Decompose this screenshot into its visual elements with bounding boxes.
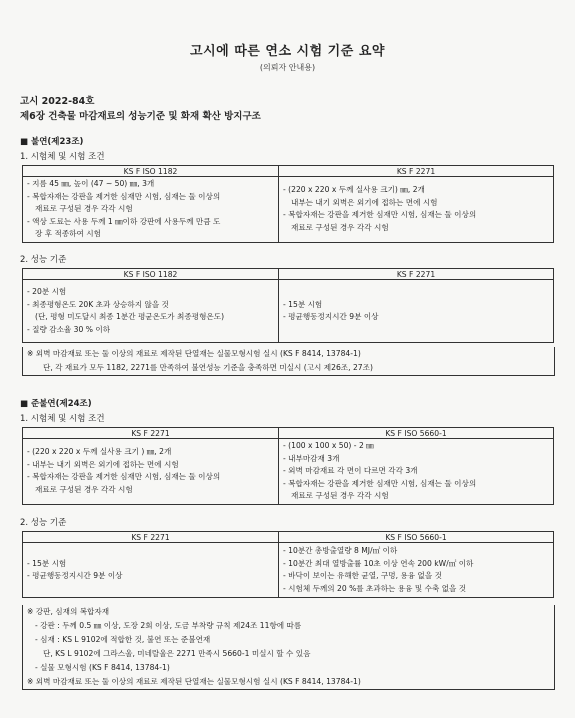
table-line: 재료로 구성된 경우 각각 시험 <box>35 204 133 214</box>
table-line: - 복합자재는 강판을 제거한 심재만 시험, 심재는 둘 이상의 <box>27 472 221 482</box>
table-line: - 최종평형온도 20K 초과 상승하지 않을 것 <box>27 299 169 309</box>
table-line: - 10분간 총방출열량 8 MJ/㎡ 이하 <box>283 546 398 555</box>
noncombustible-performance-heading: 2. 성능 기준 <box>20 255 67 265</box>
table-cell <box>23 177 279 243</box>
table-header: KS F ISO 5660-1 <box>279 428 554 439</box>
notice-number: 고시 2022-84호 <box>20 96 95 107</box>
table-line: - 내부는 내기 외벽은 외기에 접하는 면에 시험 <box>27 459 179 469</box>
document-title: 고시에 따른 연소 시험 기준 요약 <box>190 44 385 59</box>
table-line: - 지름 45 ㎜, 높이 (47 ~ 50) ㎜, 3개 <box>27 179 155 188</box>
noncombustible-performance-table <box>22 268 554 343</box>
table-line: - 바닥이 보이는 유해한 균열, 구멍, 용융 없을 것 <box>283 571 442 581</box>
note-line: 단, KS L 9102에 그라스울, 미네랄울은 2271 만족시 5660-1 미실시 할 수 있음 <box>43 649 311 658</box>
table-header: KS F 2271 <box>23 428 279 439</box>
table-line: - (220 x 220 x 두께 실사용 크기) ㎜, 2개 <box>283 185 425 195</box>
table-line: 장 후 적종하여 시험 <box>35 229 101 239</box>
table-cell <box>23 280 279 343</box>
table-header: KS F 2271 <box>23 532 279 543</box>
table-line: - 질량 감소율 30 % 이하 <box>27 324 111 334</box>
noncombustible-heading: ■ 불연(제23조) <box>20 137 84 147</box>
table-header: KS F 2271 <box>279 166 554 177</box>
note-line: - 강판 : 두께 0.5 ㎜ 이상, 도장 2회 이상, 도금 부착량 규칙 제24조 11항에 따름 <box>35 621 302 630</box>
table-line: 재료로 구성된 경우 각각 시험 <box>35 485 133 495</box>
table-line: 재료로 구성된 경우 각각 시험 <box>291 223 389 233</box>
table-line: - 평균행동정지시간 9분 이상 <box>27 571 123 581</box>
table-header: KS F 2271 <box>279 269 554 280</box>
table-line: - 복합자재는 강판을 제거한 심재만 시험, 심재는 둘 이상의 <box>283 478 477 488</box>
quasi-specimen-heading: 1. 시험체 및 시험 조건 <box>20 414 105 424</box>
table-line: - (220 x 220 x 두께 실사용 크기 ) ㎜, 2개 <box>27 447 172 457</box>
table-line: - 15분 시험 <box>283 299 323 309</box>
note-line: - 심재 : KS L 9102에 적합한 것, 불연 또는 준불연재 <box>35 635 211 644</box>
quasi-performance-table <box>22 531 554 598</box>
table-line: - 복합자재는 강판을 제거한 심재만 시험, 심재는 둘 이상의 <box>27 191 221 201</box>
quasi-specimen-table <box>22 427 554 505</box>
table-header: KS F ISO 1182 <box>23 269 279 280</box>
table-line: - 액상 도료는 사용 두께 1 ㎜이하 강판에 사용두께 만큼 도 <box>27 216 221 226</box>
table-header: KS F ISO 1182 <box>23 166 279 177</box>
table-cell <box>279 543 554 598</box>
table-line: 내부는 내기 외벽은 외기에 접하는 면에 시험 <box>291 197 438 207</box>
table-cell <box>23 439 279 505</box>
table-line: - 평균행동정지시간 9분 이상 <box>283 312 379 322</box>
table-line: - 시험체 두께의 20 %를 초과하는 용융 및 수축 없을 것 <box>283 583 467 593</box>
note-line: ※ 강판, 심재의 복합자재 <box>27 607 110 616</box>
quasi-notes <box>22 605 555 690</box>
quasi-performance-heading: 2. 성능 기준 <box>20 518 67 528</box>
note-line: ※ 외벽 마감재료 또는 둘 이상의 재료로 제작된 단열재는 실물모형시험 실시 (KS F 8414, 13784-1) <box>27 349 361 358</box>
table-line: - 15분 시험 <box>27 558 67 568</box>
table-line: - 복합자재는 강판을 제거한 심재만 시험, 심재는 둘 이상의 <box>283 210 477 220</box>
note-line: 단, 각 재료가 모두 1182, 2271를 만족하여 불연성능 기준을 충족하면 미실시 (고시 제26조, 27조) <box>43 363 373 372</box>
table-cell <box>279 177 554 243</box>
noncombustible-notes <box>22 347 555 376</box>
table-cell <box>23 543 279 598</box>
noncombustible-specimen-table <box>22 165 554 243</box>
table-line: - (100 x 100 x 50) - 2 ㎜ <box>283 441 374 450</box>
table-line: - 내부마감재 3개 <box>283 453 340 463</box>
document-subtitle: (의뢰자 안내용) <box>259 63 316 72</box>
table-cell <box>279 280 554 343</box>
table-header: KS F ISO 5660-1 <box>279 532 554 543</box>
table-cell <box>279 439 554 505</box>
chapter-title: 제6장 건축물 마감재료의 성능기준 및 화재 확산 방지구조 <box>20 111 261 122</box>
table-line: - 외벽 마감재료 각 면이 다르면 각각 3개 <box>283 466 418 476</box>
table-line: - 10분간 최대 열방출률 10초 이상 연속 200 kW/㎡ 이하 <box>283 558 474 568</box>
table-line: (단, 평형 미도달시 최종 1분간 평균온도가 최종평형온도) <box>35 312 225 322</box>
quasi-noncombustible-heading: ■ 준불연(제24조) <box>20 399 92 409</box>
noncombustible-specimen-heading: 1. 시험체 및 시험 조건 <box>20 152 105 162</box>
table-line: - 20분 시험 <box>27 287 67 296</box>
note-line: ※ 외벽 마감재료 또는 둘 이상의 재료로 제작된 단열재는 실물모형시험 실시 (KS F 8414, 13784-1) <box>27 677 361 686</box>
table-line: 재료로 구성된 경우 각각 시험 <box>291 491 389 501</box>
note-line: - 실물 모형시험 (KS F 8414, 13784-1) <box>35 663 170 672</box>
